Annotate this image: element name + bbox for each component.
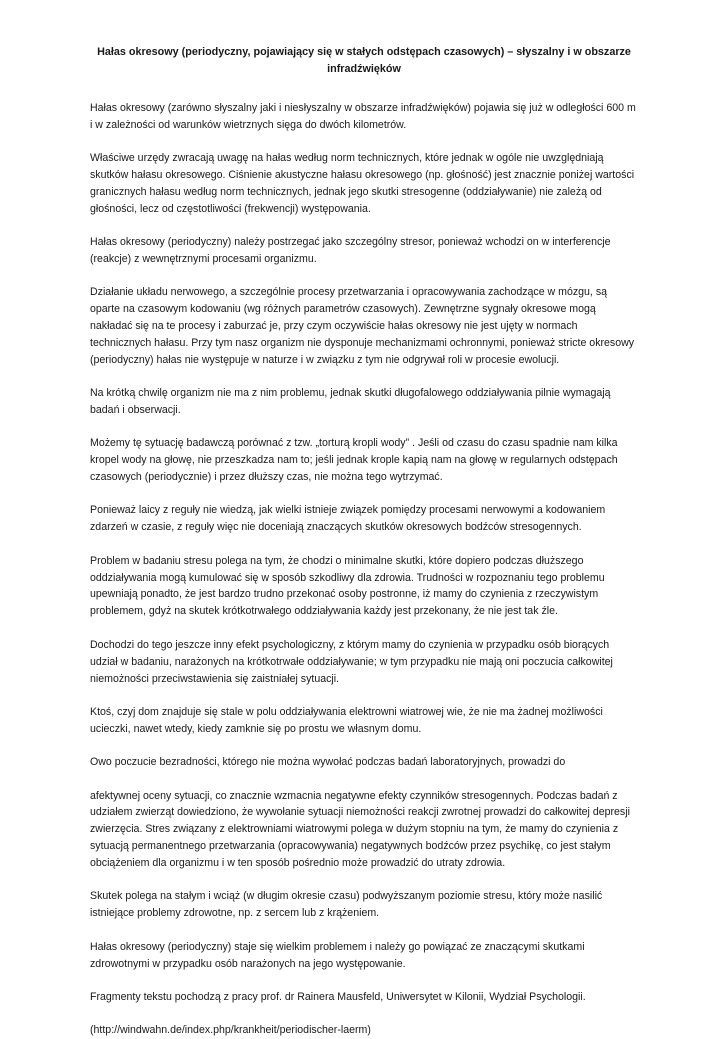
paragraph-10: Ktoś, czyj dom znajduje się stale w polu oddziaływania elektrowni wiatrowej wie, że nie ma żadnej możliwości ucieczki, nawet wtedy, kiedy zamknie się po prostu we własnym domu. (90, 705, 603, 735)
paragraph-11: Owo poczucie bezradności, którego nie można wywołać podczas badań laboratoryjnych, prowadzi do (90, 756, 566, 768)
paragraph-9: Dochodzi do tego jeszcze inny efekt psychologiczny, z którym mamy do czynienia w przypadku osób biorących udział w badaniu, narażonych na krótkotrwałe oddziaływanie; w tym przypadku nie mają oni poczucia całkowitej niemożności przeciwstawienia się zaistniałej sytuacji. (90, 638, 613, 685)
paragraph-14: Hałas okresowy (periodyczny) staje się wielkim problemem i należy go powiązać ze znaczącymi skutkami zdrowotnymi w przypadku osób narażonych na jego występowanie. (90, 940, 585, 970)
paragraph-8: Problem w badaniu stresu polega na tym, że chodzi o minimalne skutki, które dopiero podczas dłuższego oddziaływania mogą kumulować się w sposób szkodliwy dla zdrowia. Trudności w rozpoznaniu tego problemu upewniają ponadto, że jest bardzo trudno przekonać osoby postronne, iż mamy do czynienia z rzeczywistym problemem, gdyż na skutek krótkotrwałego oddziaływania każdy jest przekonany, że nie jest tak źle. (90, 554, 605, 618)
paragraph-7: Ponieważ laicy z reguły nie wiedzą, jak wielki istnieje związek pomiędzy procesami nerwowymi a kodowaniem zdarzeń w czasie, z reguły więc nie doceniają znaczących skutków okresowych bodźców stresogennych. (90, 504, 606, 534)
source-url: (http://windwahn.de/index.php/krankheit/periodischer-laerm) (90, 1024, 371, 1037)
paragraph-12: afektywnej oceny sytuacji, co znacznie wzmacnia negatywne efekty czynników stresogennych. Podczas badań z udziałem zwierząt dowiedziono, że wywołanie sytuacji niemożności reakcji zwrotnej prowadzi do całkowitej depresji zwierzęcia. Stres związany z elektrowniami wiatrowymi polega w dużym stopniu na tym, że mamy do czynienia z sytuacją permanentnego przetwarzania (opracowywania) negatywnych bodźców przez psychikę, co jest stałym obciążeniem dla organizmu i w ten sposób pośrednio może prowadzić do utraty zdrowia. (90, 789, 630, 870)
paragraph-4: Działanie układu nerwowego, a szczególnie procesy przetwarzania i opracowywania zachodzące w mózgu, są oparte na czasowym kodowaniu (wg różnych parametrów czasowych). Zewnętrzne sygnały okresowe mogą nakładać się na te procesy i zaburzać je, przy czym oczywiście hałas okresowy nie jest ujęty w normach technicznych hałasu. Przy tym nasz organizm nie dysponuje mechanizmami ochronnymi, ponieważ stricte okresowy (periodyczny) hałas nie występuje w naturze i w związku z tym nie odgrywał roli w procesie ewolucji. (90, 286, 635, 366)
paragraph-2: Właściwe urzędy zwracają uwagę na hałas według norm technicznych, które jednak w ogóle nie uwzględniają skutków hałasu okresowego. Ciśnienie akustyczne hałasu okresowego (np. głośność) jest znacznie poniżej wartości granicznych hałasu według norm technicznych, jednak jego skutki stresogenne (oddziaływanie) nie zależą od głośności, lecz od częstotliwości (frekwencji) występowania. (90, 152, 635, 215)
paragraph-3: Hałas okresowy (periodyczny) należy postrzegać jako szczególny stresor, ponieważ wchodzi on w interferencje (reakcje) z wewnętrznymi procesami organizmu. (90, 236, 611, 265)
paragraph-6: Możemy tę sytuację badawczą porównać z tzw. „torturą kropli wody” . Jeśli od czasu do czasu spadnie nam kilka kropel wody na głowę, nie przeszkadza nam to; jeśli jednak krople kapią nam na głowę w regularnych odstępach czasowych (periodycznie) i przez dłuższy czas, nie można tego wytrzymać. (90, 437, 618, 484)
document-title: Hałas okresowy (periodyczny, pojawiający się w stałych odstępach czasowych) – słyszalny i w obszarze infradźwięków (97, 46, 631, 75)
paragraph-13: Skutek polega na stałym i wciąż (w długim okresie czasu) podwyższanym poziomie stresu, który może nasilić istniejące problemy zdrowotne, np. z sercem lub z krążeniem. (90, 890, 603, 920)
paragraph-1: Hałas okresowy (zarówno słyszalny jaki i niesłyszalny w obszarze infradźwięków) pojawia się już w odległości 600 m i w zależności od warunków wietrznych sięga do dwóch kilometrów. (90, 101, 636, 131)
paragraph-5: Na krótką chwilę organizm nie ma z nim problemu, jednak skutki długofalowego oddziaływania pilnie wymagają badań i obserwacji. (90, 387, 611, 417)
source-attribution: Fragmenty tekstu pochodzą z pracy prof. dr Rainera Mausfeld, Uniwersytet w Kilonii, Wydział Psychologii. (90, 990, 586, 1003)
